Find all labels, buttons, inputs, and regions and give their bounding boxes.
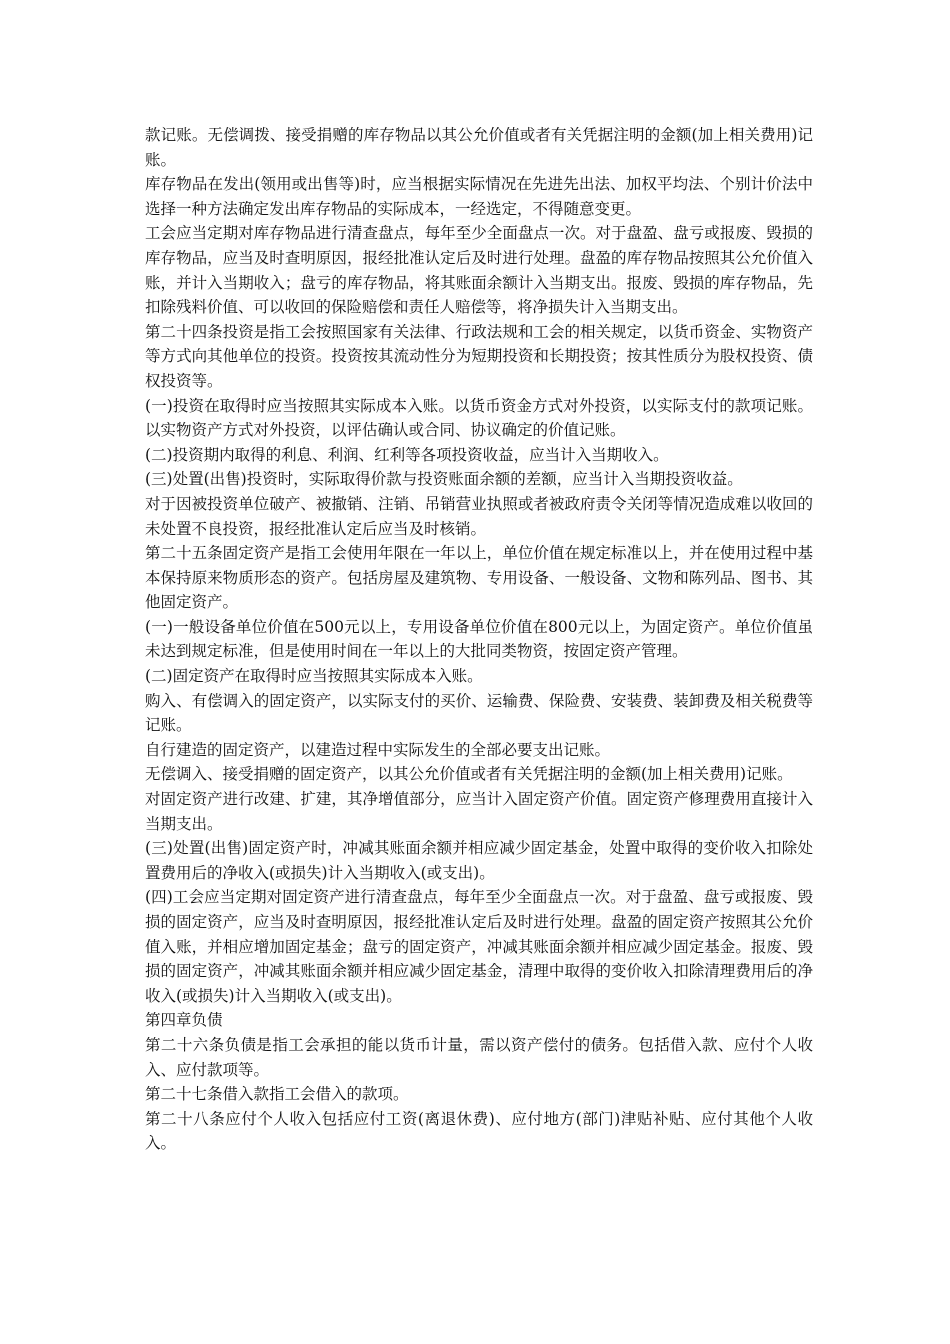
paragraph-renovation: 对固定资产进行改建、扩建，其净增值部分，应当计入固定资产价值。固定资产修理费用直接计入当期支出。 xyxy=(145,790,813,833)
article-24-item-2: (二)投资期内取得的利息、利润、红利等各项投资收益，应当计入当期收入。 xyxy=(145,445,669,464)
article-28: 第二十八条应付个人收入包括应付工资(离退休费)、应付地方(部门)津贴补贴、应付其他个人收入。 xyxy=(145,1109,813,1153)
article-25-item-3: (三)处置(出售)固定资产时，冲减其账面余额并相应减少固定基金，处置中取得的变价收入扣除处置费用后的净收入(或损失)计入当期收入(或支出)。 xyxy=(145,839,813,882)
paragraph-3: 工会应当定期对库存物品进行清查盘点，每年至少全面盘点一次。对于盘盈、盘亏或报废、毁损的库存物品，应当及时查明原因，报经批准认定后及时进行处理。盘盈的库存物品按照其公允价值入账，并计入当期收入；盘亏的库存物品，将其账面余额计入当期支出。报废、毁损的库存物品，先扣除残料价值、可以收回的保险赔偿和责任人赔偿等，将净损失计入当期支出。 xyxy=(145,224,813,317)
paragraph-write-off: 对于因被投资单位破产、被撤销、注销、吊销营业执照或者被政府责令关闭等情况造成难以收回的未处置不良投资，报经批准认定后应当及时核销。 xyxy=(145,494,813,538)
paragraph-1: 款记账。无偿调拨、接受捐赠的库存物品以其公允价值或者有关凭据注明的金额(加上相关费用)记账。 xyxy=(145,126,813,169)
article-24: 第二十四条投资是指工会按照国家有关法律、行政法规和工会的相关规定，以货币资金、实物资产等方式向其他单位的投资。投资按其流动性分为短期投资和长期投资；按其性质分为股权投资、债权投资等。 xyxy=(145,322,813,390)
article-27: 第二十七条借入款指工会借入的款项。 xyxy=(145,1085,409,1104)
document-body xyxy=(145,123,813,1156)
article-24-item-3: (三)处置(出售)投资时，实际取得价款与投资账面余额的差额，应当计入当期投资收益。 xyxy=(145,470,743,489)
paragraph-self-built-assets: 自行建造的固定资产，以建造过程中实际发生的全部必要支出记账。 xyxy=(145,740,611,759)
article-26: 第二十六条负债是指工会承担的能以货币计量，需以资产偿付的债务。包括借入款、应付个人收入、应付款项等。 xyxy=(145,1035,813,1079)
article-25-item-2: (二)固定资产在取得时应当按照其实际成本入账。 xyxy=(145,667,483,686)
article-25-item-1: (一)一般设备单位价值在500元以上，专用设备单位价值在800元以上，为固定资产。单位价值虽未达到规定标准，但是使用时间在一年以上的大批同类物资，按固定资产管理。 xyxy=(145,617,813,661)
paragraph-purchased-assets: 购入、有偿调入的固定资产，以实际支付的买价、运输费、保险费、安装费、装卸费及相关税费等记账。 xyxy=(145,691,813,735)
article-24-item-1: (一)投资在取得时应当按照其实际成本入账。以货币资金方式对外投资，以实际支付的款项记账。以实物资产方式对外投资，以评估确认或合同、协议确定的价值记账。 xyxy=(145,396,813,440)
paragraph-2: 库存物品在发出(领用或出售等)时，应当根据实际情况在先进先出法、加权平均法、个别计价法中选择一种方法确定发出库存物品的实际成本，一经选定，不得随意变更。 xyxy=(145,175,813,218)
article-25: 第二十五条固定资产是指工会使用年限在一年以上，单位价值在规定标准以上，并在使用过程中基本保持原来物质形态的资产。包括房屋及建筑物、专用设备、一般设备、文物和陈列品、图书、其他固定资产。 xyxy=(145,544,813,612)
chapter-4-heading: 第四章负债 xyxy=(145,1011,223,1030)
paragraph-donated-assets: 无偿调入、接受捐赠的固定资产，以其公允价值或者有关凭据注明的金额(加上相关费用)记账。 xyxy=(145,765,793,784)
article-25-item-4: (四)工会应当定期对固定资产进行清查盘点，每年至少全面盘点一次。对于盘盈、盘亏或报废、毁损的固定资产，应当及时查明原因，报经批准认定后及时进行处理。盘盈的固定资产按照其公允价值入账，并相应增加固定基金；盘亏的固定资产，冲减其账面余额并相应减少固定基金。报废、毁损的固定资产，冲减其账面余额并相应减少固定基金，清理中取得的变价收入扣除清理费用后的净收入(或损失)计入当期收入(或支出)。 xyxy=(145,888,813,1005)
